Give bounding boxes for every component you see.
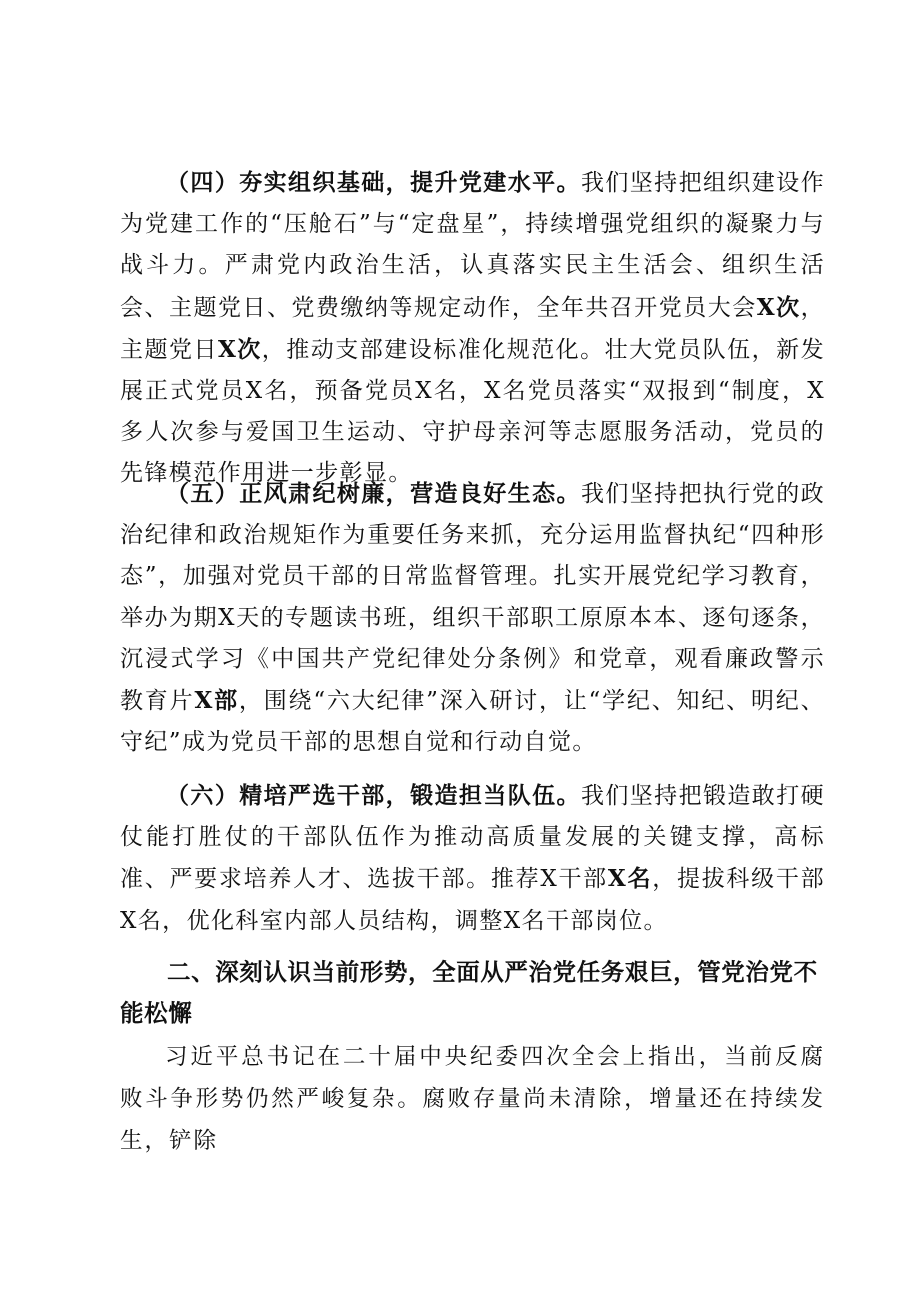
paragraph-text: ，提拔科级干部X名，优化科室内部人员结构，调整X名干部岗位。 — [120, 866, 825, 934]
emphasized-count: X名 — [607, 865, 653, 893]
paragraph-cadre-team — [120, 775, 825, 942]
emphasized-count: X次 — [756, 293, 801, 321]
paragraph-discipline — [120, 473, 825, 763]
emphasized-count: X次 — [217, 335, 262, 363]
paragraph-lead-heading: （四）夯实组织基础，提升党建水平。 — [166, 169, 581, 196]
paragraph-lead-heading: （六）精培严选干部，锻造担当队伍。 — [166, 782, 581, 809]
paragraph-lead-heading: （五）正风肃纪树廉，营造良好生态。 — [166, 480, 581, 507]
section-body-paragraph: 习近平总书记在二十届中央纪委四次全会上指出，当前反腐败斗争形势仍然严峻复杂。腐败存量尚未清除，增量还在持续发生，铲除 — [120, 1044, 825, 1154]
paragraph-organization-building — [120, 162, 825, 495]
paragraph-text: ，主题党日 — [120, 294, 825, 363]
emphasized-count: X部 — [194, 687, 239, 715]
paragraph-text: 我们坚持把执行党的政治纪律和政治规矩作为重要任务来抓，充分运用监督执纪“四种形态”，加强对党员干部的日常监督管理。扎实开展党纪学习教育，举办为期X天的专题读书班，组织干部职工原原本本、逐句逐条，沉浸式学习《中国共产党纪律处分条例》和党章，观看廉政警示教育片 — [120, 481, 826, 715]
paragraph-text: 我们坚持把组织建设作为党建工作的“压舱石”与“定盘星”，持续增强党组织的凝聚力与战斗力。严肃党内政治生活，认真落实民主生活会、组织生活会、主题党日、党费缴纳等规定动作，全年共召开党员大会 — [120, 170, 826, 321]
paragraph-text: ，围绕“六大纪律”深入研讨，让“学纪、知纪、明纪、守纪”成为党员干部的思想自觉和行动自觉。 — [120, 688, 825, 756]
paragraph-text: 我们坚持把锻造敢打硬仗能打胜仗的干部队伍作为推动高质量发展的关键支撑，高标准、严要求培养人才、选拔干部。推荐X干部 — [120, 783, 826, 893]
section-heading: 二、深刻认识当前形势，全面从严治党任务艰巨，管党治党不能松懈 — [120, 958, 818, 1027]
paragraph-text: ，推动支部建设标准化规范化。壮大党员队伍，新发展正式党员X名，预备党员X名，X名党员落实“双报到“制度，X多人次参与爱国卫生运动、守护母亲河等志愿服务活动，党员的先锋模范作用进一步彰显。 — [120, 336, 825, 487]
